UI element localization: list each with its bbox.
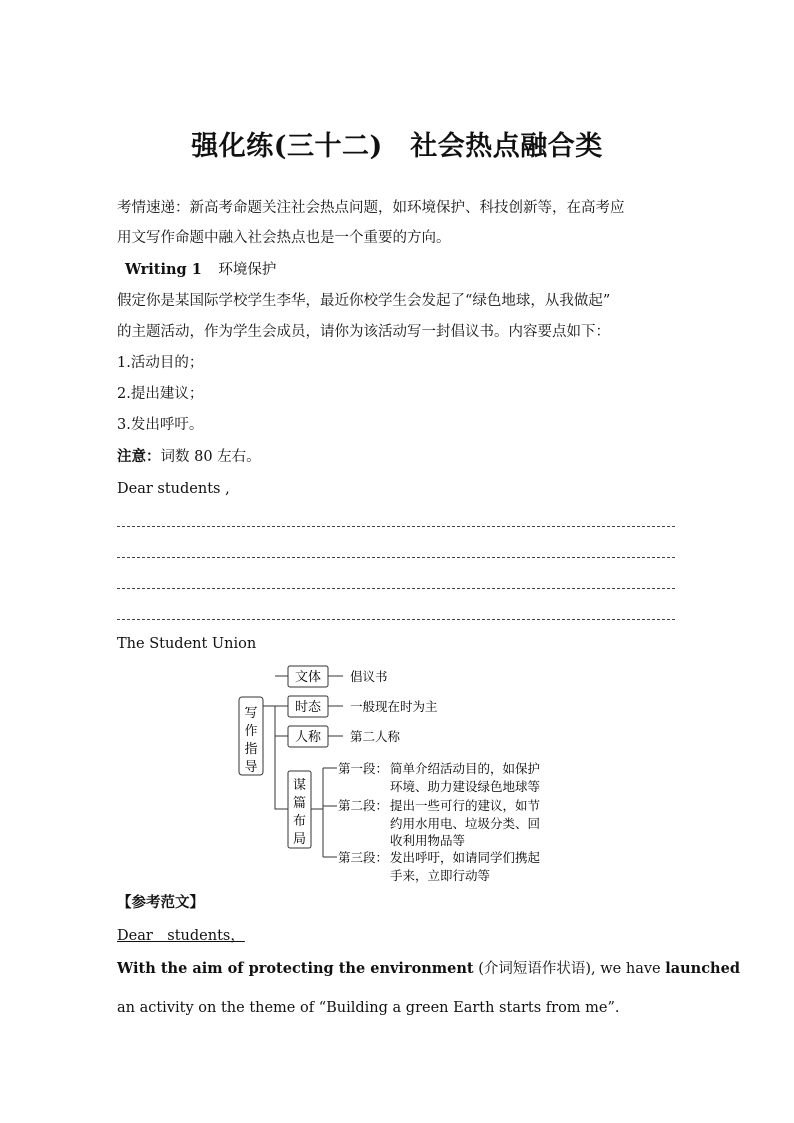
sample-salutation: Dear students， [117,928,245,944]
branch-desc: 一般现在时为主 [350,699,438,714]
layout-char: 局 [292,832,307,847]
paragraph-label: 第二段： [338,798,389,813]
branch-desc: 倡议书 [350,669,388,684]
paragraph-desc: 手来，立即行动等 [390,868,491,883]
root-char: 指 [244,742,258,757]
connector [275,676,288,736]
salutation: Dear students , [117,481,230,497]
root-char: 导 [244,760,258,775]
writing-topic: 环境保护 [218,262,277,278]
branch-label: 人称 [294,730,322,745]
paragraph-desc: 收利用物品等 [390,833,466,848]
branch-desc: 第二人称 [350,729,401,744]
paragraph-label: 第三段： [338,850,389,865]
root-char: 作 [244,724,258,739]
task-point-3: 3.发出呼吁。 [117,417,204,433]
root-char: 写 [244,706,258,721]
sample-text: , we have [591,961,661,977]
task-line-1: 假定你是某国际学校学生李华，最近你校学生会发起了“绿色地球，从我做起” [117,293,611,309]
note-text: 词数 80 左右。 [160,449,261,465]
connector [263,706,288,809]
task-point-2: 2.提出建议； [117,386,204,402]
paragraph-desc: 环境、助力建设绿色地球等 [390,779,541,794]
sample-line-1 [117,961,740,977]
branch-label: 文体 [294,670,322,685]
sample-phrase: With the aim of protecting the environment [117,960,474,977]
paragraph-desc: 简单介绍活动目的，如保护 [390,761,541,776]
sample-heading: 【参考范文】 [117,894,204,911]
layout-char: 篇 [292,796,307,811]
page-title: 强化练(三十二) 社会热点融合类 [191,131,603,162]
intro-line-2: 用文写作命题中融入社会热点也是一个重要的方向。 [117,230,451,246]
intro-line-1: 考情速递：新高考命题关注社会热点问题，如环境保护、科技创新等，在高考应 [117,200,625,216]
grammar-note: (介词短语作状语) [478,961,592,977]
connector [323,768,337,857]
sample-phrase: launched [665,960,740,977]
paragraph-desc: 发出呼吁，如请同学们携起 [390,850,541,865]
layout-char: 布 [292,814,307,829]
layout-char: 谋 [292,778,307,793]
branch-label: 时态 [294,700,322,715]
task-line-2: 的主题活动，作为学生会成员，请你为该活动写一封倡议书。内容要点如下： [117,324,610,340]
paragraph-label: 第一段： [338,761,389,776]
task-point-1: 1.活动目的； [117,355,204,371]
signature: The Student Union [117,636,257,652]
note-label: 注意： [117,448,161,465]
paragraph-desc: 约用水用电、垃圾分类、回 [390,816,541,831]
writing-number: Writing 1 [125,261,202,278]
connector [328,676,343,736]
sample-line-2: an activity on the theme of “Building a green Earth starts from me”. [117,1000,620,1016]
paragraph-desc: 提出一些可行的建议，如节 [390,798,541,813]
